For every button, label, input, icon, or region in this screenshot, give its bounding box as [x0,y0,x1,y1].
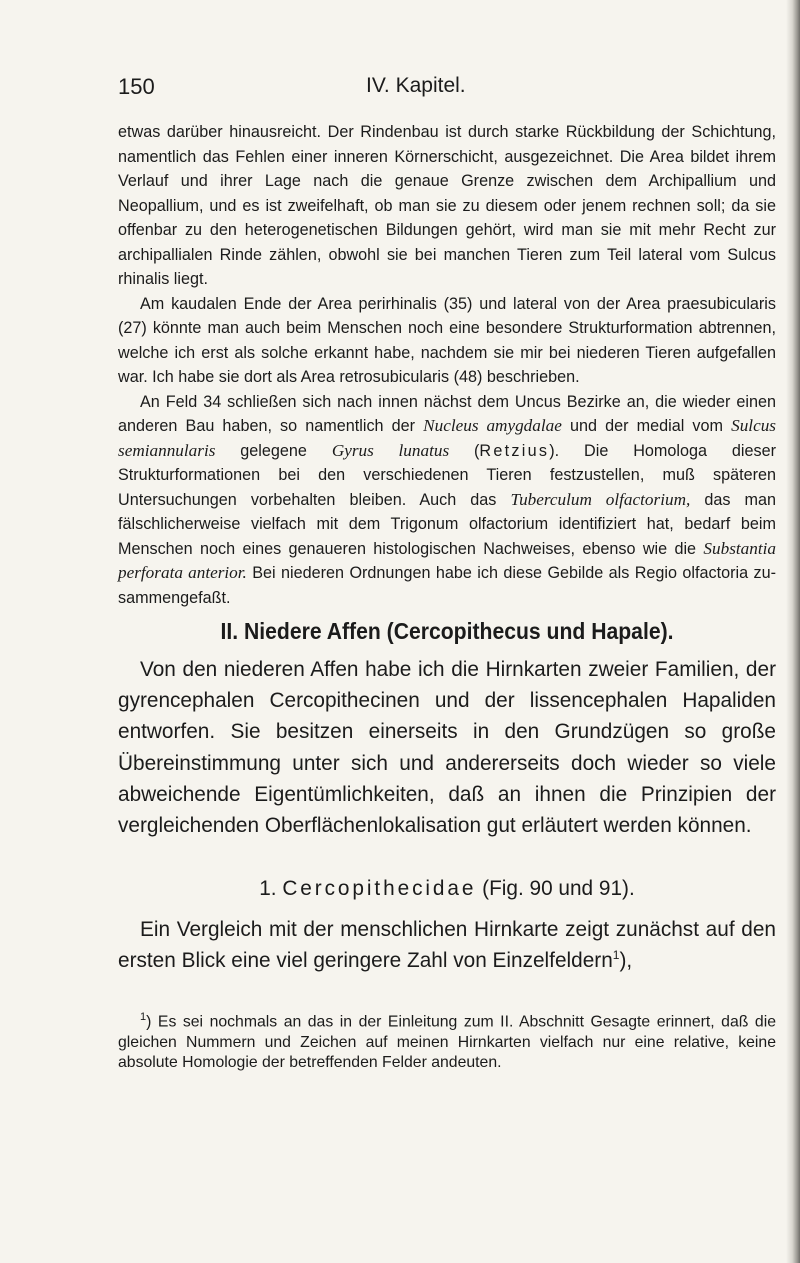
subsection-figure-ref: (Fig. 90 und 91). [482,877,635,900]
term-gyrus-lunatus: Gyrus lunatus [331,440,450,460]
text-run: ( [449,441,480,460]
footnote-bracket: ) [146,1013,152,1031]
section-paragraph: Von den niederen Affen habe ich die Hirnkarten zweier Familien, der gyrencephalen Cercopithecinen und der lissencephalen Hapaliden entworfen. Sie besitzen einerseits in den Grundzügen so große Übereinstimmung unter sich und andererseits doch wieder so viele abweichende Eigentümlichkeiten, daß an ihnen die Prinzipien der vergleichenden Oberflächenlokalisation gut erläutert werden können. [118,658,776,838]
running-title: IV. Kapitel. [366,74,466,97]
text-run: ). Die Homologa dieser Strukturformationen bei den verschiedenen Tieren festzustellen, muß späteren Untersuchungen vorbehalten bleiben. Auch das [118,441,776,509]
paragraph-3 [118,390,776,611]
subsection-number: 1. [259,877,277,900]
text-run: das man fälschlicherweise vielfach mit dem Trigonum olfactorium identifiziert hat, bedarf beim Menschen noch eines genaueren histologischen Nachweises, ebenso wie die [118,490,776,558]
section-heading: II. Niedere Affen (Cercopithecus und Hapale). [220,618,674,644]
footnote-marker: 1 [140,1011,147,1023]
subsection-text [118,914,776,976]
text-run: Bei niederen Ordnungen habe ich diese Gebilde als Regio olfactoria zusammengefaßt. [118,564,776,607]
text-run: ), [619,949,633,973]
subsection-heading [118,877,776,901]
footnote [118,1007,776,1074]
term-sulcus-semiannularis: Sulcus semiannularis [118,416,776,460]
subsection-paragraph [118,914,776,976]
text-run: und der medial vom [561,417,732,435]
term-tuberculum-olfactorium: Tuberculum olfactorium, [510,489,691,509]
page-number: 150 [118,74,155,99]
section-text [118,654,776,841]
subsection-name: Cercopithecidae [282,877,477,900]
text-run: An Feld 34 schließen sich nach innen nächst dem Uncus Bezirke an, die wieder einen anderen Bau haben, so namentlich der [118,392,776,435]
page-edge-shadow [786,0,800,1263]
text-run: gelegene [215,441,332,460]
footnote-reference: 1 [612,948,620,963]
page-header [118,74,718,104]
term-nucleus-amygdalae: Nucleus amygdalae [423,416,562,435]
term-substantia-perforata: Substantia perforata anterior. [118,538,776,582]
footnote-text: Es sei nochmals an das in der Einleitung zum II. Abschnitt Gesagte erinnert, daß die gleichen Nummern und Zeichen auf meinen Hirnkarten vielfach nur eine relative, keine absolute Homologie der betreffenden Felder andeuten. [118,1013,776,1072]
paragraph-1: etwas darüber hinausreicht. Der Rindenbau ist durch starke Rückbildung der Schichtung, namentlich das Fehlen einer inneren Körnerschicht, ausgezeichnet. Die Area bildet ihrem Verlauf und ihrer Lage nach die genaue Grenze zwischen dem Archipallium und Neopallium, und es ist zweifelhaft, ob man sie zu diesem oder jenem rechnen soll; da sie offenbar zu den heterogenetischen Bildungen gehört, wird man sie mit mehr Recht zur archipallialen Rinde zählen, obwohl sie bei manchen Tieren zum Teil lateral vom Sulcus rhinalis liegt. [118,123,776,288]
paragraph-2: Am kaudalen Ende der Area perirhinalis (35) und lateral von der Area praesubicularis (27) könnte man auch beim Menschen noch eine besondere Strukturformation abtrennen, welche ich erst als solche erkannt habe, nachdem sie mir bei niederen Tieren aufgefallen war. Ich habe sie dort als Area retrosubicularis (48) beschrieben. [118,294,776,386]
author-name: Retzius [479,441,550,460]
intro-text [118,120,776,610]
text-run: Ein Vergleich mit der menschlichen Hirnkarte zeigt zunächst auf den ersten Blick eine viel geringere Zahl von Einzelfeldern [118,918,776,973]
